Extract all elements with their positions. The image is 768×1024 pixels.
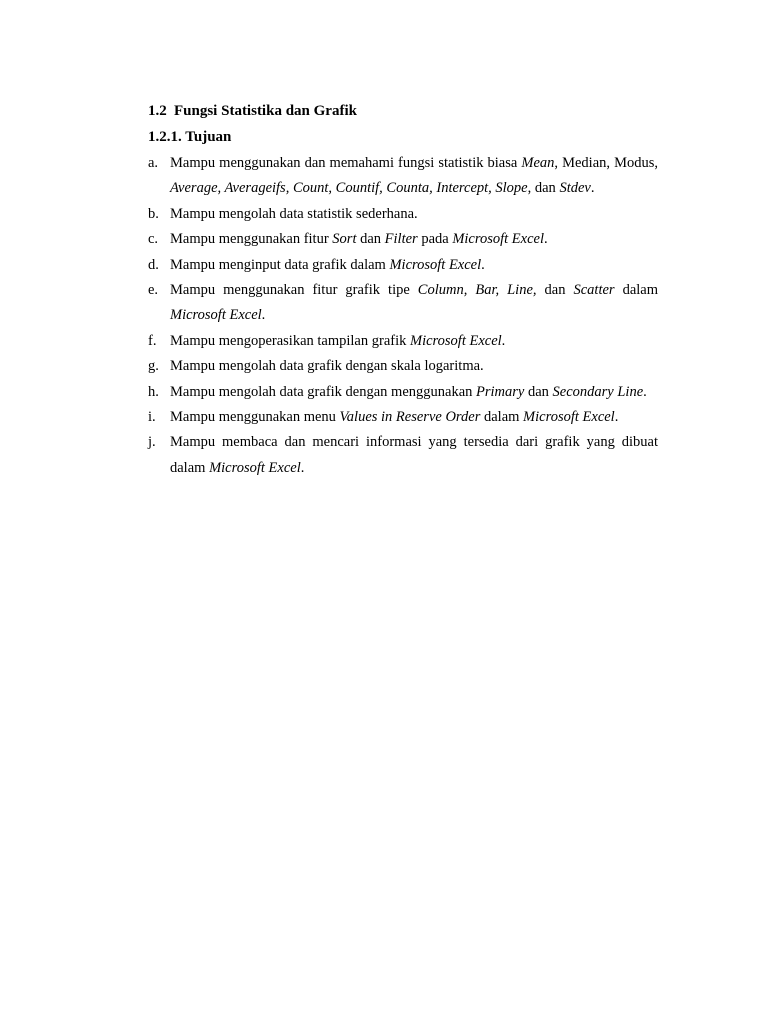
objective-text: dalam <box>480 409 524 426</box>
objective-text: Mampu mengolah data statistik sederhana. <box>170 205 418 222</box>
objectives-list <box>148 151 658 481</box>
objective-text-italic: Microsoft Excel <box>209 459 301 476</box>
objective-text: dan <box>524 383 553 400</box>
objective-marker: i. <box>148 409 156 426</box>
objective-text: . <box>643 383 647 400</box>
objective-text: Mampu menggunakan fitur <box>170 231 333 248</box>
objective-marker: j. <box>148 434 156 451</box>
objective-text: , Median, Modus, <box>554 155 658 171</box>
objective-text: dan <box>356 231 385 248</box>
objective-text: . <box>614 409 619 426</box>
objective-item <box>148 253 658 278</box>
objective-text-italic: Average, Averageifs, Count, Countif, Counta, Intercept, Slope <box>170 180 528 197</box>
objective-marker: h. <box>148 383 159 400</box>
objective-text-italic: Primary <box>476 383 525 400</box>
objective-text: . <box>590 180 595 197</box>
objective-text-italic: Filter <box>384 231 418 248</box>
objective-marker: b. <box>148 205 159 222</box>
objective-text-italic: Microsoft Excel <box>452 231 544 248</box>
objective-text: . <box>481 256 485 273</box>
subsection-heading: 1.2.1. Tujuan <box>148 129 232 145</box>
objective-text-italic: Microsoft Excel <box>170 307 262 324</box>
objective-text: pada <box>417 231 453 248</box>
objective-text-italic: Sort <box>332 231 357 248</box>
objective-text: . <box>300 459 305 476</box>
objective-item <box>148 227 658 252</box>
objective-item <box>148 430 658 481</box>
objective-text-italic: Column, Bar, Line, <box>417 282 537 299</box>
document-content <box>148 101 658 481</box>
objective-text: Mampu menggunakan fitur grafik tipe <box>170 282 418 299</box>
objective-text-italic: Values in Reserve Order <box>339 409 481 426</box>
objective-marker: a. <box>148 155 159 171</box>
objective-marker: d. <box>148 256 159 273</box>
objective-text: Mampu menggunakan menu <box>170 409 340 426</box>
objective-marker: c. <box>148 231 159 248</box>
objective-text-italic: Secondary Line <box>552 383 644 400</box>
objective-text: Mampu mengolah data grafik dengan skala logaritma. <box>170 358 484 375</box>
objective-item <box>148 202 658 227</box>
objective-text-italic: Microsoft Excel <box>410 332 502 349</box>
objective-text-italic: Microsoft Excel <box>523 409 615 426</box>
objective-text: Mampu mengolah data grafik dengan menggunakan <box>170 383 477 400</box>
objective-item <box>148 354 658 379</box>
objective-item <box>148 278 658 329</box>
objective-text: . <box>543 231 548 248</box>
objective-text: Mampu menginput data grafik dalam <box>170 256 390 273</box>
objective-text: dalam <box>614 282 658 299</box>
section-heading <box>148 101 658 121</box>
objective-text: Mampu membaca dan mencari informasi yang tersedia dari grafik yang dibuat dalam <box>170 434 658 476</box>
objective-text: . <box>261 307 266 324</box>
objective-marker: f. <box>148 332 157 349</box>
section-number: 1.2 <box>148 103 167 119</box>
objective-marker: e. <box>148 282 159 299</box>
section-title: Fungsi Statistika dan Grafik <box>174 103 357 119</box>
objective-text: , dan <box>527 180 560 197</box>
objective-text: Mampu menggunakan dan memahami fungsi statistik biasa <box>170 155 522 171</box>
objective-text-italic: Scatter <box>573 282 615 299</box>
objective-item <box>148 405 658 430</box>
objective-text: dan <box>536 282 574 299</box>
objective-text-italic: Microsoft Excel <box>389 256 482 273</box>
objective-marker: g. <box>148 358 159 375</box>
objective-item <box>148 380 658 405</box>
objective-item <box>148 329 658 354</box>
objective-text: . <box>501 332 506 349</box>
objective-text: Mampu mengoperasikan tampilan grafik <box>170 332 410 349</box>
objective-text-italic: Stdev <box>559 180 591 197</box>
objective-text-italic: Mean <box>521 155 555 171</box>
objective-item <box>148 151 658 202</box>
